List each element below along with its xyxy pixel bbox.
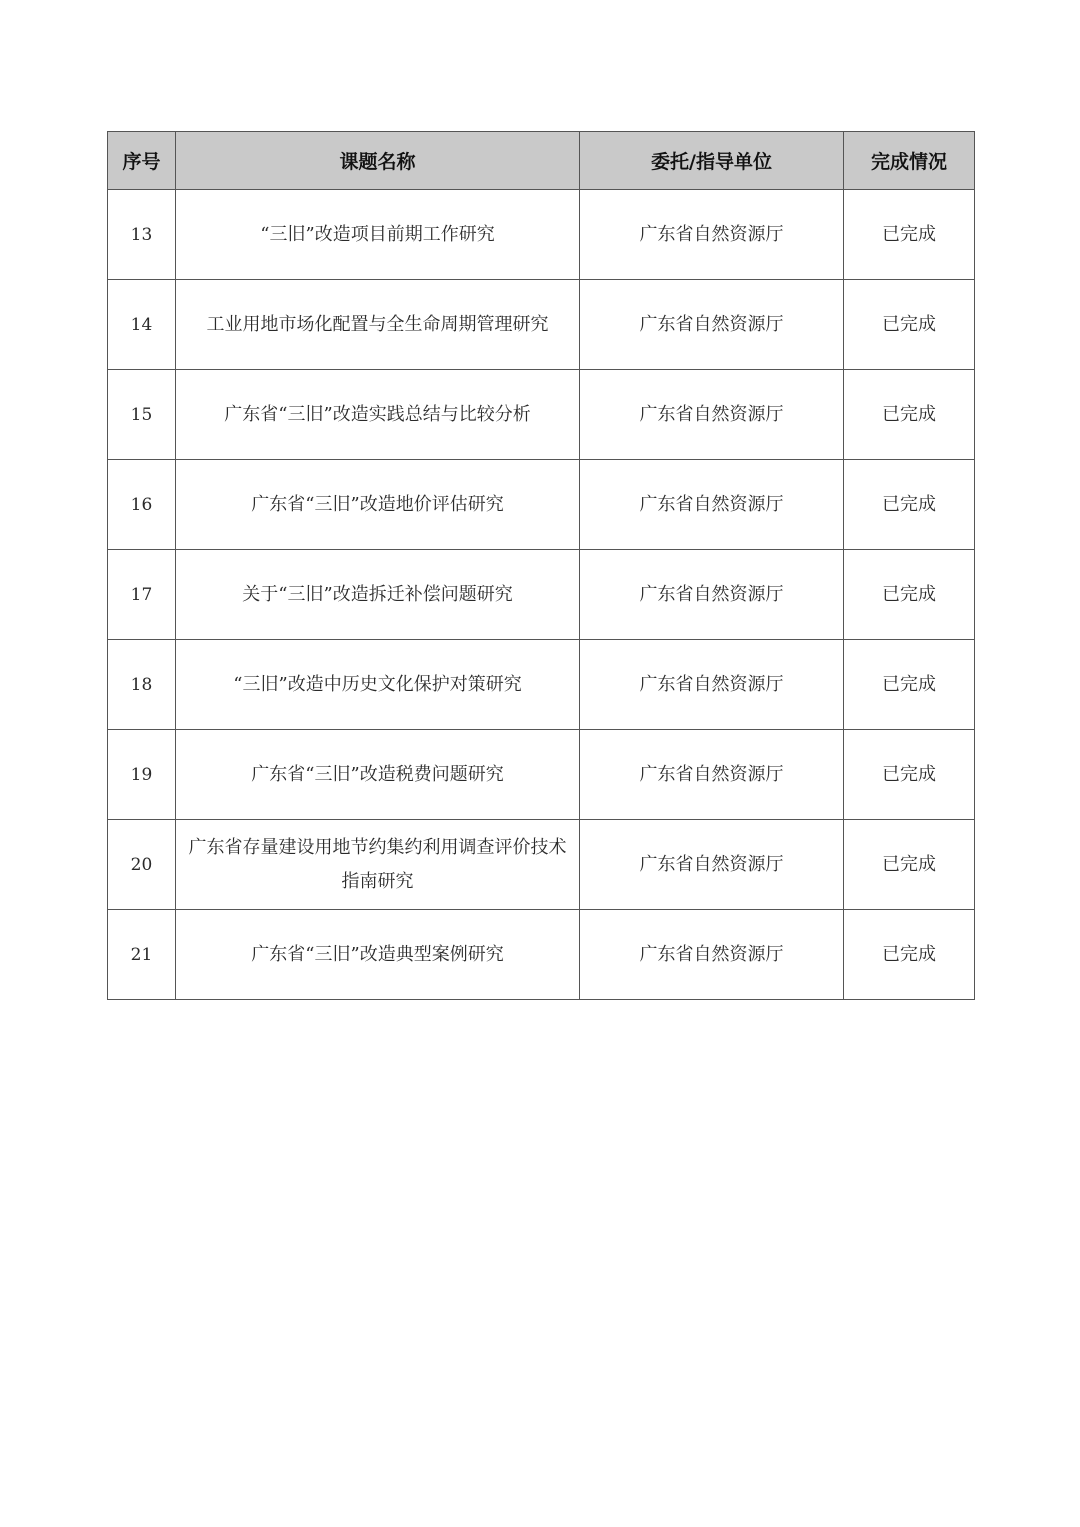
header-number: 序号 <box>108 132 176 190</box>
row-status: 已完成 <box>844 640 975 730</box>
row-unit: 广东省自然资源厅 <box>580 550 844 640</box>
row-number: 15 <box>108 370 176 460</box>
row-status: 已完成 <box>844 820 975 910</box>
row-topic: 广东省“三旧”改造税费问题研究 <box>176 730 580 820</box>
row-topic: “三旧”改造中历史文化保护对策研究 <box>176 640 580 730</box>
row-unit: 广东省自然资源厅 <box>580 370 844 460</box>
row-number: 13 <box>108 190 176 280</box>
row-topic: 关于“三旧”改造拆迁补偿问题研究 <box>176 550 580 640</box>
header-topic: 课题名称 <box>176 132 580 190</box>
row-unit: 广东省自然资源厅 <box>580 190 844 280</box>
row-topic: “三旧”改造项目前期工作研究 <box>176 190 580 280</box>
table-row <box>108 190 975 280</box>
row-number: 17 <box>108 550 176 640</box>
row-topic: 广东省“三旧”改造地价评估研究 <box>176 460 580 550</box>
table-row <box>108 460 975 550</box>
row-status: 已完成 <box>844 460 975 550</box>
table-row <box>108 730 975 820</box>
row-topic: 广东省“三旧”改造实践总结与比较分析 <box>176 370 580 460</box>
table-header-row <box>108 132 975 190</box>
table-row <box>108 910 975 1000</box>
row-status: 已完成 <box>844 280 975 370</box>
table-row <box>108 280 975 370</box>
table-row <box>108 640 975 730</box>
header-status: 完成情况 <box>844 132 975 190</box>
row-topic: 工业用地市场化配置与全生命周期管理研究 <box>176 280 580 370</box>
row-number: 19 <box>108 730 176 820</box>
row-unit: 广东省自然资源厅 <box>580 640 844 730</box>
row-unit: 广东省自然资源厅 <box>580 820 844 910</box>
row-unit: 广东省自然资源厅 <box>580 280 844 370</box>
row-number: 14 <box>108 280 176 370</box>
row-number: 16 <box>108 460 176 550</box>
row-status: 已完成 <box>844 910 975 1000</box>
research-topics-table <box>107 131 975 1000</box>
row-number: 20 <box>108 820 176 910</box>
table-row <box>108 370 975 460</box>
row-number: 18 <box>108 640 176 730</box>
table-row <box>108 550 975 640</box>
row-topic: 广东省存量建设用地节约集约利用调查评价技术指南研究 <box>176 820 580 910</box>
row-number: 21 <box>108 910 176 1000</box>
row-status: 已完成 <box>844 550 975 640</box>
table-row <box>108 820 975 910</box>
row-unit: 广东省自然资源厅 <box>580 730 844 820</box>
row-status: 已完成 <box>844 190 975 280</box>
row-unit: 广东省自然资源厅 <box>580 460 844 550</box>
row-unit: 广东省自然资源厅 <box>580 910 844 1000</box>
row-status: 已完成 <box>844 730 975 820</box>
row-status: 已完成 <box>844 370 975 460</box>
header-unit: 委托/指导单位 <box>580 132 844 190</box>
row-topic: 广东省“三旧”改造典型案例研究 <box>176 910 580 1000</box>
